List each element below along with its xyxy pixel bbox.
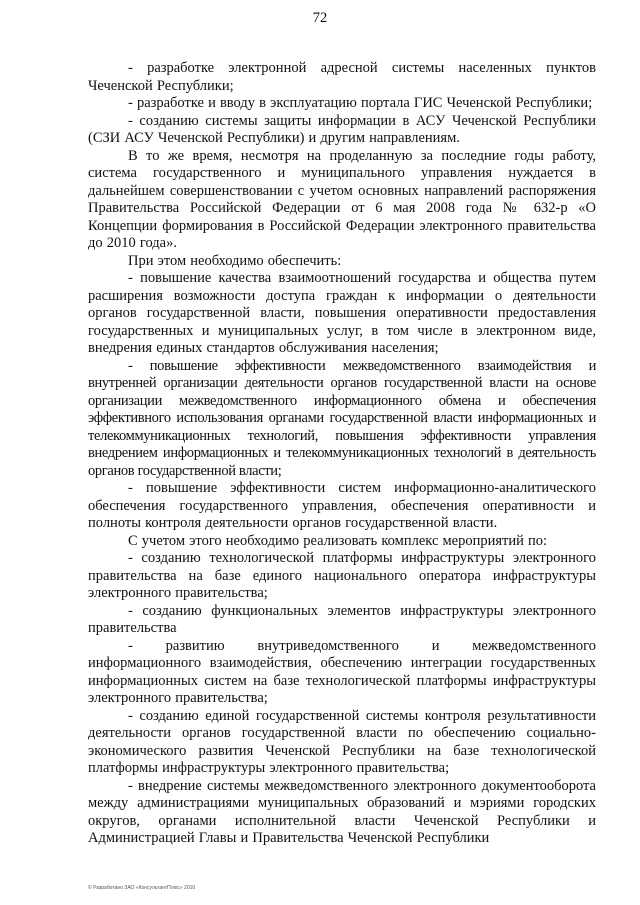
paragraph-2: - разработке и вводу в эксплуатацию портала ГИС Чеченской Республики; bbox=[128, 95, 593, 111]
paragraph-7: - повышение эффективности межведомственного взаимодействия и внутренней организации деятельности органов государственной власти на основе организации межведомственного информационного обмена и обеспечения эффективного использования органами государственной власти информационных и телекоммуникационных технологий, повышения эффективности управления внедрением информационных и телекоммуникационных технологий в деятельность органов государственной власти; bbox=[88, 357, 596, 479]
paragraph-14: - внедрение системы межведомственного электронного документооборота между администрациями муниципальных образований и мэриями городских округов, органами исполнительной власти Чеченской Республики и Администрацией Главы и Правительства Чеченской Республики bbox=[88, 777, 596, 846]
paragraph-5: При этом необходимо обеспечить: bbox=[128, 252, 342, 269]
paragraph-12: - развитию внутриведомственного и межведомственного информационного взаимодействия, обеспечению интеграции государственных информационных систем на базе технологической платформы инфраструктуры электронного правительства; bbox=[88, 637, 596, 706]
paragraph-1: - разработке электронной адресной системы населенных пунктов Чеченской Республики; bbox=[88, 60, 596, 94]
paragraph-9: С учетом этого необходимо реализовать комплекс мероприятий по: bbox=[128, 532, 548, 549]
paragraph-3: - созданию системы защиты информации в АСУ Чеченской Республики (СЗИ АСУ Чеченской Республики) и другим направлениям. bbox=[88, 112, 596, 146]
paragraph-11: - созданию функциональных элементов инфраструктуры электронного правительства bbox=[88, 602, 596, 636]
footer-note: © Разработано ЗАО «КонсультантПлюс» 2010 bbox=[88, 885, 196, 891]
document-body bbox=[88, 60, 596, 848]
paragraph-13: - созданию единой государственной системы контроля результативности деятельности органов государственной власти по обеспечению социально-экономического развития Чеченской Республики на базе технологической платформы инфраструктуры электронного правительства; bbox=[88, 707, 596, 776]
page-number: 72 bbox=[312, 10, 328, 26]
paragraph-4: В то же время, несмотря на проделанную за последние годы работу, система государственного и муниципального управления нуждается в дальнейшем совершенствовании с учетом основных направлений распоряжения Правительства Российской Федерации от 6 мая 2008 года № 632-р «О Концепции формирования в Российской Федерации электронного правительства до 2010 года». bbox=[88, 147, 596, 251]
paragraph-6: - повышение качества взаимоотношений государства и общества путем расширения возможности доступа граждан к информации о деятельности органов государственной власти, повышения оперативности предоставления государственных и муниципальных услуг, в том числе в электронном виде, внедрения единых стандартов обслуживания населения; bbox=[88, 270, 596, 356]
paragraph-8: - повышение эффективности систем информационно-аналитического обеспечения государственного управления, обеспечения оперативности и полноты контроля деятельности органов государственной власти. bbox=[88, 480, 596, 531]
paragraph-10: - созданию технологической платформы инфраструктуры электронного правительства на базе единого национального оператора инфраструктуры электронного правительства; bbox=[88, 550, 596, 601]
